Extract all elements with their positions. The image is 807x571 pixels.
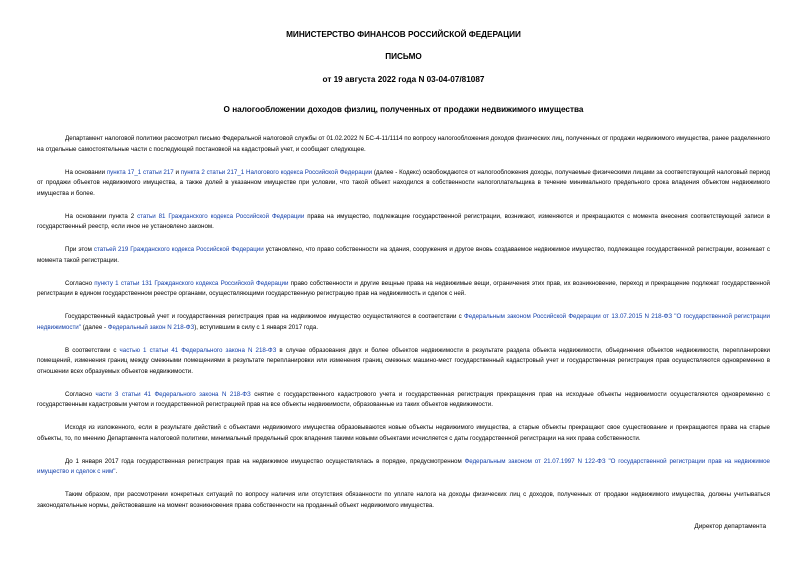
paragraph-text: На основании — [65, 168, 107, 176]
document-date-number: от 19 августа 2022 года N 03-04-07/81087 — [322, 75, 485, 84]
paragraph-text: . — [115, 468, 118, 475]
paragraph-text: В соответствии с — [65, 346, 120, 354]
paragraph — [37, 279, 770, 300]
paragraph — [37, 168, 770, 200]
legal-reference-link[interactable]: статьи 81 Гражданского кодекса Российской Федерации — [137, 212, 305, 220]
paragraph — [37, 346, 770, 378]
document-type: ПИСЬМО — [385, 52, 422, 61]
paragraph-text: ), вступившим в силу с 1 января 2017 года. — [194, 323, 319, 331]
legal-reference-link[interactable]: Федеральный закон N 218-ФЗ — [107, 323, 195, 331]
paragraph — [37, 457, 770, 478]
paragraph-text: право собственности и другие вещные права на недвижимые вещи, ограничения этих прав, их возникновение, переход и прекращение подлежат государственной регистрации в едином государственном реестре органами, осуществляющими государственную регистрацию прав на недвижимость и сделок с ней. — [37, 279, 770, 297]
paragraph — [37, 134, 770, 155]
paragraph-text: Департамент налоговой политики рассмотрел письмо Федеральной налоговой службы от 01.02.2022 N БС-4-11/1114 по вопросу налогообложения доходов физических лиц, полученных от продажи недвижимого имущества, ранее разделенного на отдельные самостоятельные части с последующей постановкой на кадастровый учет, и сообщает следующее. — [37, 135, 770, 153]
legal-reference-link[interactable]: Федеральным законом Российской Федерации от 13.07.2015 N 218-ФЗ "О государственной регистрации недвижимости" — [37, 313, 770, 331]
legal-reference-link[interactable]: статьей 219 Гражданского кодекса Российской Федерации — [93, 246, 264, 253]
paragraph-text: При этом — [65, 246, 94, 253]
paragraph-text: Государственный кадастровый учет и государственная регистрация прав на недвижимое имущество осуществляются в соответствии с — [65, 313, 464, 320]
paragraph — [37, 390, 770, 411]
paragraph-text: права на имущество, подлежащие государственной регистрации, возникают, изменяются и прекращаются с момента внесения соответствующей записи в государственный реестр, если иное не установлено законом. — [37, 212, 770, 230]
paragraph-text: Таким образом, при рассмотрении конкретных ситуаций по вопросу наличия или отсутствия обязанности по уплате налога на доходы физических лиц с доходов, полученных от продажи недвижимого имущества, должны учитываться законодательные нормы, действовавшие на момент возникновения права собственности на проданный объект недвижимого имущества. — [37, 491, 770, 509]
legal-reference-link[interactable]: пункта 2 статьи 217_1 Налогового кодекса Российской Федерации — [180, 168, 373, 176]
paragraph — [37, 423, 770, 444]
paragraph-text: До 1 января 2017 года государственная регистрация прав на недвижимое имущество осуществлялась в порядке, предусмотренном — [65, 457, 465, 465]
paragraph-text: снятие с государственного кадастрового учета и государственная регистрация прекращения прав на исходные объекты недвижимости осуществляются одновременно с государственным кадастровым учетом и государственной регистрацией прав на все объекты недвижимости, образованные из таких объектов недвижимости. — [37, 390, 770, 408]
legal-reference-link[interactable]: части 3 статьи 41 Федерального закона N 218-ФЗ — [95, 390, 251, 398]
ministry-title: МИНИСТЕРСТВО ФИНАНСОВ РОССИЙСКОЙ ФЕДЕРАЦИИ — [286, 30, 521, 39]
paragraph-text: (далее - Кодекс) освобождаются от налогообложения доходы, получаемые физическими лицами за соответствующий налоговый период от продажи объектов недвижимого имущества, а также долей в указанном имуществе при условии, что такой объект находился в собственности налогоплательщика в течение минимального предельного срока владения объектом недвижимого имущества и более. — [37, 168, 770, 197]
paragraph-text: Исходя из изложенного, если в результате действий с объектами недвижимого имущества образовываются новые объекты недвижимого имущества, а старые объекты прекращают свое существование и прекращаются права на старые объекты, то, по мнению Департамента налоговой политики, минимальный предельный срок владения такими новыми объектами исчисляется с даты государственной регистрации на них права собственности. — [37, 424, 770, 442]
paragraph-text: Согласно — [65, 390, 96, 398]
legal-reference-link[interactable]: пункта 17_1 статьи 217 — [106, 168, 174, 176]
paragraph-text: Согласно — [65, 279, 95, 287]
legal-reference-link[interactable]: частью 1 статьи 41 Федерального закона N 218-ФЗ — [119, 346, 277, 354]
paragraph — [37, 312, 770, 333]
paragraph-text: установлено, что право собственности на здания, сооружения и другое вновь создаваемое недвижимое имущество, подлежащее государственной регистрации, возникает с момента такой регистрации. — [37, 246, 770, 264]
paragraph-text: в случае образования двух и более объектов недвижимости в результате раздела объекта недвижимости, объединения объектов недвижимости, перепланировки помещений, изменения границ между смежными помещениями в результате перепланировки или изменения границ смежных машино-мест государственный кадастровый учет и государственная регистрация прав осуществляются одновременно в отношении всех образуемых объектов недвижимости. — [37, 346, 770, 375]
document-body — [37, 134, 770, 511]
paragraph — [37, 490, 770, 511]
document-subject: О налогообложении доходов физлиц, полученных от продажи недвижимого имущества — [223, 105, 584, 114]
legal-reference-link[interactable]: пункту 1 статьи 131 Гражданского кодекса Российской Федерации — [94, 279, 289, 287]
paragraph-text: (далее - — [80, 323, 108, 331]
paragraph-text: На основании пункта 2 — [65, 212, 138, 220]
paragraph-text: и — [173, 168, 181, 176]
signature-line: Директор департамента — [694, 523, 766, 530]
paragraph — [37, 212, 770, 233]
paragraph — [37, 245, 770, 266]
legal-reference-link[interactable]: Федеральным законом от 21.07.1997 N 122-ФЗ "О государственной регистрации прав на недвижимое имущество и сделок с ним" — [37, 457, 770, 475]
